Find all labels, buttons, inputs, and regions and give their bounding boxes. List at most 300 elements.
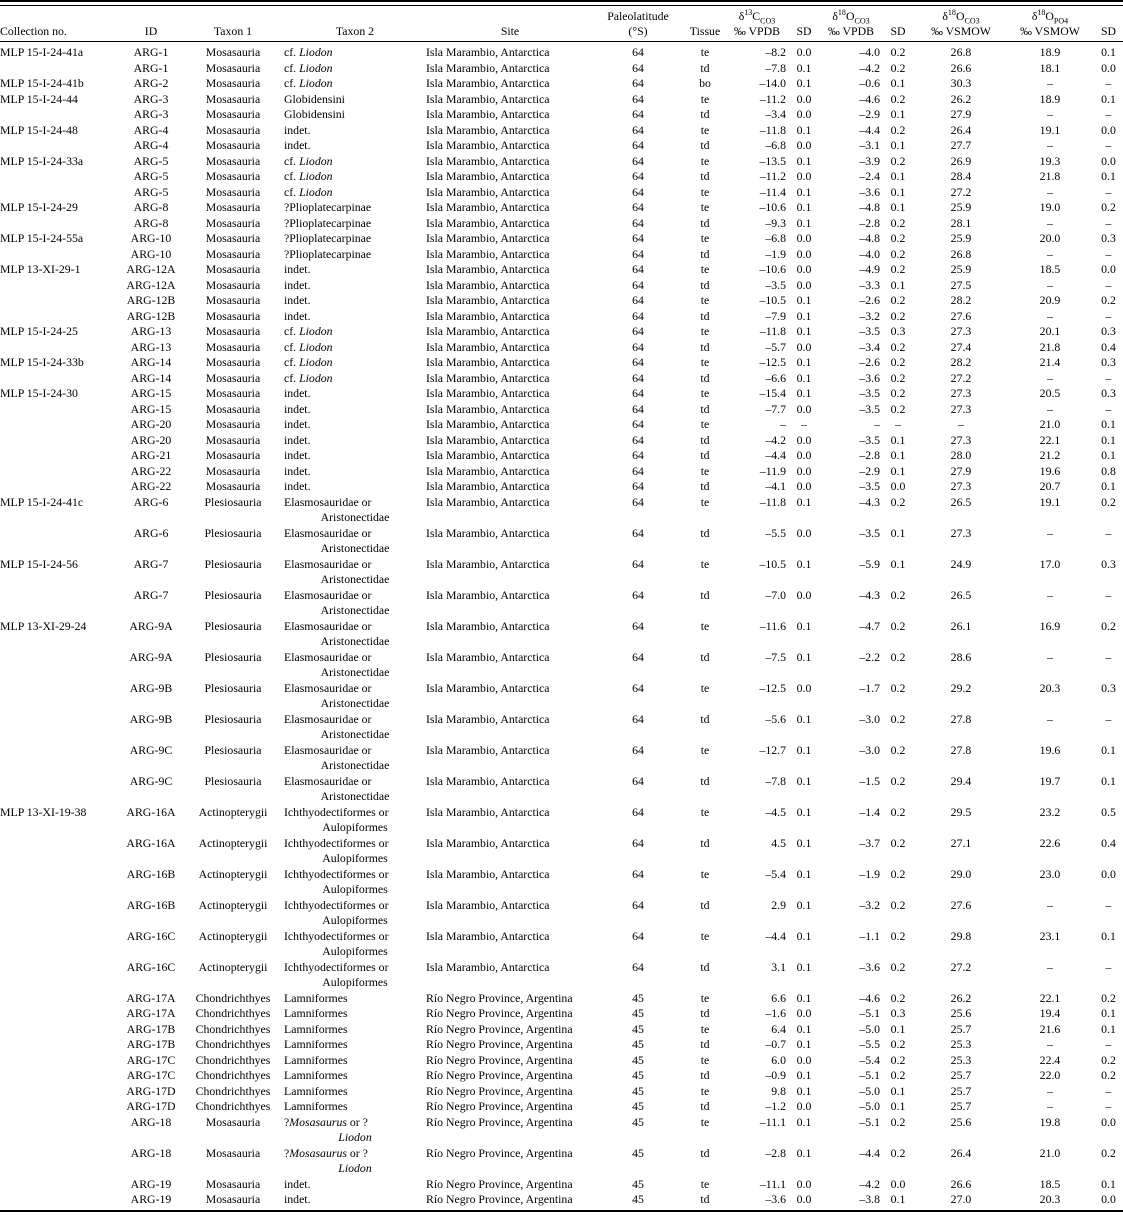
- table-cell: te: [700, 1083, 710, 1098]
- table-cell: 64: [632, 417, 644, 431]
- table-cell: [0, 107, 120, 123]
- table-cell: [0, 1177, 120, 1193]
- table-cell: ARG-20: [130, 417, 172, 431]
- table-cell: [0, 293, 120, 309]
- table-cell: –4.5: [765, 804, 786, 819]
- table-cell: 0.2: [890, 122, 906, 137]
- table-cell: Mosasauria: [205, 246, 261, 261]
- table-cell: –7.5: [765, 649, 786, 664]
- table-cell: 0.1: [796, 386, 812, 400]
- table-cell: [0, 479, 120, 495]
- table-cell: Lamniformes: [284, 1052, 348, 1067]
- table-cell: 19.6: [1039, 463, 1061, 478]
- table-cell: Río Negro Province, Argentina: [426, 1068, 573, 1082]
- table-cell: 0.0: [796, 1176, 812, 1191]
- table-cell: 0.0: [1101, 122, 1116, 137]
- table-cell: te: [700, 928, 710, 943]
- table-row: [0, 293, 1123, 309]
- table-cell: td: [700, 107, 710, 121]
- table-cell: Río Negro Province, Argentina: [426, 1114, 573, 1129]
- table-cell: –: [1047, 1037, 1053, 1051]
- table-cell: 0.1: [796, 773, 812, 788]
- table-cell: –: [801, 417, 807, 431]
- table-cell: 26.8: [950, 45, 972, 59]
- table-cell: 27.8: [950, 742, 972, 757]
- table-cell: 3.1: [771, 959, 786, 974]
- table-cell: td: [700, 1192, 710, 1206]
- table-cell: Mosasauria: [205, 463, 261, 478]
- table-cell: 0.1: [890, 448, 906, 462]
- table-cell: –1.5: [859, 773, 880, 788]
- table-cell: 27.9: [950, 107, 972, 121]
- table-cell: ARG-9C: [129, 742, 173, 757]
- table-cell: te: [700, 153, 710, 168]
- table-cell: ARG-16B: [126, 866, 176, 881]
- table-cell: 0.1: [1101, 91, 1116, 106]
- table-cell: ARG-5: [133, 184, 169, 199]
- table-cell: 64: [632, 293, 644, 307]
- table-cell: 64: [632, 618, 644, 633]
- table-cell: –6.6: [765, 370, 786, 385]
- table-cell: 19.8: [1039, 1114, 1061, 1129]
- table-cell: Plesiosauria: [204, 525, 262, 540]
- table-cell: 0.0: [796, 587, 812, 602]
- table-cell: te: [700, 122, 710, 137]
- table-cell: 0.2: [1101, 494, 1116, 509]
- table-cell: 26.5: [950, 494, 972, 509]
- table-cell: 0.1: [796, 866, 812, 881]
- table-cell: –: [1105, 138, 1112, 152]
- table-cell: Elasmosauridae or Aristonectidae: [284, 711, 390, 741]
- table-cell: 22.0: [1039, 1068, 1061, 1082]
- table-cell: ARG-7: [133, 587, 169, 602]
- table-cell: te: [700, 262, 710, 276]
- table-cell: –: [1105, 401, 1112, 416]
- table-cell: Mosasauria: [205, 417, 261, 431]
- table-cell: te: [700, 866, 710, 881]
- table-cell: 27.3: [950, 401, 972, 416]
- table-cell: Actinopterygii: [198, 866, 268, 881]
- table-cell: –6.8: [765, 138, 786, 152]
- table-cell: 64: [632, 649, 644, 664]
- table-cell: 0.0: [1101, 60, 1116, 75]
- table-cell: Plesiosauria: [204, 618, 262, 633]
- table-cell: ARG-16B: [126, 897, 176, 912]
- table-cell: ARG-17C: [126, 1068, 176, 1082]
- table-cell: –4.3: [859, 494, 880, 509]
- table-cell: –11.4: [759, 184, 786, 199]
- table-cell: –: [1047, 107, 1053, 121]
- table-cell: td: [700, 711, 710, 726]
- table-cell: ARG-21: [130, 448, 172, 462]
- table-cell: Mosasauria: [205, 277, 261, 292]
- table-row: [0, 479, 1123, 495]
- table-cell: 0.0: [796, 1192, 812, 1206]
- table-cell: 28.6: [950, 649, 972, 664]
- table-cell: 26.4: [950, 122, 972, 137]
- table-cell: 27.3: [950, 432, 972, 447]
- table-cell: Isla Marambio, Antarctica: [426, 618, 550, 633]
- table-cell: –2.2: [859, 649, 880, 664]
- table-cell: 64: [632, 153, 644, 168]
- table-cell: 0.2: [1101, 200, 1116, 214]
- table-cell: Chondrichthyes: [195, 1068, 271, 1082]
- table-cell: –3.5: [859, 324, 880, 338]
- table-cell: [0, 402, 120, 418]
- table-row: [0, 898, 1123, 929]
- table-cell: 30.3: [950, 76, 972, 90]
- table-cell: ?Mosasaurus or ? Liodon: [284, 1145, 372, 1175]
- table-cell: 64: [632, 200, 644, 214]
- table-cell: –1.4: [859, 804, 880, 819]
- table-cell: –: [1105, 215, 1112, 230]
- table-cell: –: [1105, 308, 1112, 323]
- table-cell: 0.1: [890, 138, 906, 152]
- table-row: [0, 138, 1123, 154]
- table-cell: –: [1105, 107, 1112, 121]
- table-cell: 45: [632, 1192, 644, 1206]
- table-cell: Elasmosauridae or Aristonectidae: [284, 525, 390, 555]
- table-cell: 26.2: [950, 91, 972, 106]
- table-cell: ARG-22: [130, 463, 172, 478]
- table-cell: –4.8: [859, 200, 880, 214]
- table-cell: 0.2: [890, 60, 906, 75]
- table-cell: 0.2: [1101, 1145, 1116, 1160]
- table-cell: 0.2: [890, 587, 906, 602]
- table-cell: –: [1105, 246, 1112, 261]
- table-row: [0, 1006, 1123, 1022]
- table-cell: Ichthyodectiformes or Aulopiformes: [284, 897, 389, 927]
- table-cell: te: [700, 804, 710, 819]
- table-cell: 0.1: [796, 1037, 812, 1051]
- table-cell: 0.2: [890, 1037, 906, 1051]
- table-cell: 25.3: [950, 1052, 972, 1067]
- table-cell: te: [700, 417, 710, 431]
- table-cell: Plesiosauria: [204, 742, 262, 757]
- table-cell: 0.2: [890, 866, 906, 881]
- table-cell: Isla Marambio, Antarctica: [426, 184, 550, 199]
- table-cell: td: [700, 246, 710, 261]
- table-cell: 29.5: [950, 804, 972, 819]
- table-cell: Mosasauria: [205, 1192, 261, 1206]
- table-cell: ARG-12A: [126, 262, 176, 276]
- table-cell: 0.0: [796, 680, 812, 695]
- table-cell: ARG-9B: [129, 711, 173, 726]
- col-header-sd3: SD: [1094, 6, 1123, 42]
- table-cell: Elasmosauridae or Aristonectidae: [284, 618, 390, 648]
- table-cell: cf. Liodon: [284, 169, 333, 183]
- col-header-d18o-po4: $\delta^{18}O_{PO4}$ ‰ VSMOW: [1006, 6, 1094, 42]
- table-cell: Elasmosauridae or Aristonectidae: [284, 742, 390, 772]
- table-cell: –: [780, 417, 786, 431]
- table-cell: 20.5: [1039, 386, 1061, 400]
- table-cell: Lamniformes: [284, 1099, 348, 1113]
- table-cell: 27.6: [950, 897, 972, 912]
- table-cell: 23.0: [1039, 866, 1061, 881]
- table-cell: 28.2: [950, 355, 972, 369]
- table-cell: 64: [632, 277, 644, 292]
- table-cell: 27.2: [950, 959, 972, 974]
- table-cell: 64: [632, 432, 644, 447]
- table-cell: 22.4: [1039, 1052, 1061, 1067]
- table-cell: –3.6: [859, 370, 880, 385]
- table-cell: 25.6: [950, 1114, 972, 1129]
- table-cell: td: [700, 308, 710, 323]
- table-cell: 19.3: [1039, 153, 1061, 168]
- table-row: [0, 76, 1123, 92]
- table-cell: 0.0: [1101, 1192, 1116, 1206]
- table-cell: te: [700, 91, 710, 106]
- table-cell: 64: [632, 742, 644, 757]
- table-cell: [0, 1006, 120, 1022]
- table-cell: –: [1105, 587, 1112, 602]
- table-cell: td: [700, 215, 710, 230]
- table-cell: Isla Marambio, Antarctica: [426, 417, 550, 431]
- table-row: [0, 262, 1123, 278]
- table-cell: 27.9: [950, 463, 972, 478]
- table-cell: [0, 867, 120, 898]
- table-cell: 0.1: [1101, 417, 1116, 431]
- table-cell: [0, 1068, 120, 1084]
- col-header-taxon2: Taxon 2: [284, 6, 426, 42]
- table-cell: 0.1: [890, 556, 906, 571]
- table-cell: [0, 278, 120, 294]
- table-cell: [0, 774, 120, 805]
- table-cell: 0.1: [796, 1083, 812, 1098]
- table-cell: ARG-4: [133, 138, 169, 152]
- table-cell: [0, 898, 120, 929]
- table-cell: –: [1105, 184, 1112, 199]
- table-cell: Chondrichthyes: [195, 1021, 271, 1036]
- table-cell: ARG-14: [130, 355, 172, 369]
- table-cell: –11.8: [759, 324, 786, 338]
- table-row: [0, 340, 1123, 356]
- table-cell: 45: [632, 1176, 644, 1191]
- table-cell: ARG-15: [130, 401, 172, 416]
- table-cell: 64: [632, 184, 644, 199]
- table-cell: Elasmosauridae or Aristonectidae: [284, 494, 390, 524]
- table-cell: Plesiosauria: [204, 711, 262, 726]
- table-cell: Isla Marambio, Antarctica: [426, 835, 550, 850]
- table-cell: –4.3: [859, 587, 880, 602]
- table-cell: 64: [632, 835, 644, 850]
- table-cell: 0.1: [796, 1114, 812, 1129]
- table-cell: Isla Marambio, Antarctica: [426, 448, 550, 462]
- table-cell: 29.0: [950, 866, 972, 881]
- table-cell: Isla Marambio, Antarctica: [426, 277, 550, 292]
- table-cell: –5.0: [859, 1099, 880, 1113]
- table-cell: Plesiosauria: [204, 587, 262, 602]
- table-cell: 0.1: [890, 107, 906, 121]
- table-cell: te: [700, 200, 710, 214]
- table-cell: [0, 991, 120, 1007]
- table-cell: –5.7: [765, 339, 786, 354]
- table-cell: –5.4: [859, 1052, 880, 1067]
- table-cell: cf. Liodon: [284, 184, 333, 199]
- table-row: [0, 712, 1123, 743]
- table-cell: Elasmosauridae or Aristonectidae: [284, 556, 390, 586]
- table-cell: ARG-9C: [129, 773, 173, 788]
- table-cell: 0.1: [796, 60, 812, 75]
- table-cell: –6.8: [765, 231, 786, 245]
- table-row: [0, 1053, 1123, 1069]
- table-cell: –11.1: [759, 1114, 786, 1129]
- table-row: [0, 743, 1123, 774]
- table-cell: Río Negro Province, Argentina: [426, 1192, 573, 1206]
- col-header-paleolatitude: Paleolatitude (°S): [594, 6, 682, 42]
- table-cell: –11.2: [759, 91, 786, 106]
- table-cell: ARG-17A: [126, 990, 176, 1005]
- table-cell: 18.9: [1039, 45, 1061, 59]
- table-cell: Mosasauria: [205, 293, 261, 307]
- table-cell: Isla Marambio, Antarctica: [426, 215, 550, 230]
- table-cell: Mosasauria: [205, 479, 261, 493]
- table-cell: 0.1: [1101, 1006, 1116, 1020]
- table-cell: 64: [632, 107, 644, 121]
- table-cell: MLP 15-I-24-33a: [0, 153, 84, 168]
- table-cell: [0, 1192, 120, 1211]
- table-cell: 17.0: [1039, 556, 1061, 571]
- table-cell: 0.1: [796, 324, 812, 338]
- table-row: [0, 650, 1123, 681]
- table-row: [0, 1115, 1123, 1146]
- table-cell: MLP 13-XI-19-38: [0, 804, 87, 819]
- table-cell: Actinopterygii: [198, 804, 268, 819]
- table-row: [0, 433, 1123, 449]
- table-cell: 0.2: [890, 928, 906, 943]
- table-cell: te: [700, 324, 710, 338]
- table-cell: MLP 15-I-24-30: [0, 386, 78, 400]
- table-cell: ?Mosasaurus or ? Liodon: [284, 1114, 372, 1144]
- table-cell: td: [700, 649, 710, 664]
- table-cell: 64: [632, 246, 644, 261]
- table-cell: 64: [632, 231, 644, 245]
- table-cell: [0, 185, 120, 201]
- table-cell: Plesiosauria: [204, 556, 262, 571]
- table-cell: –10.6: [759, 262, 786, 276]
- table-cell: Chondrichthyes: [195, 1083, 271, 1098]
- table-row: [0, 169, 1123, 185]
- table-cell: Isla Marambio, Antarctica: [426, 60, 550, 75]
- table-cell: 0.1: [890, 1192, 906, 1206]
- table-row: [0, 448, 1123, 464]
- table-cell: –1.1: [859, 928, 880, 943]
- table-cell: 21.6: [1039, 1021, 1061, 1036]
- col-header-d18o-co3-vpdb: $\delta^{18}O_{CO3}$ ‰ VPDB: [822, 6, 880, 42]
- table-cell: td: [700, 138, 710, 152]
- table-cell: 0.1: [796, 1021, 812, 1036]
- table-cell: 0.1: [890, 463, 906, 478]
- table-cell: 28.0: [950, 448, 972, 462]
- table-cell: 26.5: [950, 587, 972, 602]
- table-cell: 18.5: [1039, 1176, 1061, 1191]
- table-cell: 0.1: [1101, 432, 1116, 447]
- table-cell: ARG-13: [130, 324, 172, 338]
- table-cell: 22.1: [1039, 990, 1061, 1005]
- table-cell: –7.7: [765, 401, 786, 416]
- table-cell: Mosasauria: [205, 107, 261, 121]
- table-row: [0, 61, 1123, 77]
- table-header: [0, 6, 1123, 42]
- col-header-id: ID: [120, 6, 182, 42]
- table-cell: 0.0: [796, 169, 812, 183]
- table-cell: 25.6: [950, 1006, 972, 1020]
- table-cell: 0.1: [890, 1083, 906, 1098]
- table-cell: [0, 247, 120, 263]
- table-cell: Mosasauria: [205, 339, 261, 354]
- table-cell: 25.7: [950, 1021, 972, 1036]
- table-cell: 0.2: [890, 1068, 906, 1082]
- table-cell: 0.1: [796, 494, 812, 509]
- table-cell: 4.5: [771, 835, 786, 850]
- table-cell: 0.1: [890, 76, 906, 90]
- table-row: [0, 107, 1123, 123]
- table-cell: 6.0: [771, 1052, 786, 1067]
- table-cell: 20.3: [1039, 680, 1061, 695]
- table-cell: 0.0: [796, 1052, 812, 1067]
- table-cell: –2.9: [859, 107, 880, 121]
- table-cell: te: [700, 386, 710, 400]
- table-cell: te: [700, 463, 710, 478]
- table-cell: 0.2: [890, 494, 906, 509]
- table-cell: td: [700, 835, 710, 850]
- table-cell: 26.1: [950, 618, 972, 633]
- table-body: [0, 42, 1123, 1211]
- table-row: [0, 1146, 1123, 1177]
- table-cell: 0.4: [1101, 835, 1116, 850]
- table-cell: 0.1: [1101, 928, 1116, 943]
- table-cell: –2.8: [859, 215, 880, 230]
- table-cell: td: [700, 773, 710, 788]
- table-cell: 28.2: [950, 293, 972, 307]
- table-cell: [0, 309, 120, 325]
- table-cell: 0.2: [890, 308, 906, 323]
- table-cell: indet.: [284, 417, 311, 431]
- table-cell: 19.1: [1039, 122, 1061, 137]
- table-cell: 0.2: [890, 959, 906, 974]
- table-cell: te: [700, 231, 710, 245]
- table-cell: 45: [632, 1052, 644, 1067]
- table-cell: indet.: [284, 432, 311, 447]
- table-row: [0, 1192, 1123, 1211]
- table-cell: 0.2: [890, 246, 906, 261]
- table-cell: cf. Liodon: [284, 324, 333, 338]
- table-cell: –3.6: [765, 1192, 786, 1206]
- table-cell: –2.9: [859, 463, 880, 478]
- table-cell: MLP 15-I-24-29: [0, 200, 78, 214]
- table-cell: 64: [632, 355, 644, 369]
- table-cell: 19.4: [1039, 1006, 1061, 1020]
- table-cell: Globidensini: [284, 91, 345, 106]
- table-cell: 21.4: [1039, 355, 1061, 369]
- table-cell: 64: [632, 45, 644, 59]
- table-cell: ARG-16A: [126, 804, 176, 819]
- table-cell: –13.5: [759, 153, 786, 168]
- table-row: [0, 464, 1123, 480]
- table-cell: –3.2: [859, 897, 880, 912]
- table-cell: [0, 960, 120, 991]
- table-cell: Isla Marambio, Antarctica: [426, 107, 550, 121]
- table-cell: 64: [632, 91, 644, 106]
- table-cell: –7.9: [765, 308, 786, 323]
- table-cell: 0.2: [1101, 293, 1116, 307]
- table-cell: td: [700, 448, 710, 462]
- table-cell: Río Negro Province, Argentina: [426, 1083, 573, 1098]
- table-cell: –11.8: [759, 122, 786, 137]
- table-cell: [0, 1084, 120, 1100]
- table-cell: ARG-1: [133, 60, 169, 75]
- table-cell: 0.1: [1101, 1176, 1116, 1191]
